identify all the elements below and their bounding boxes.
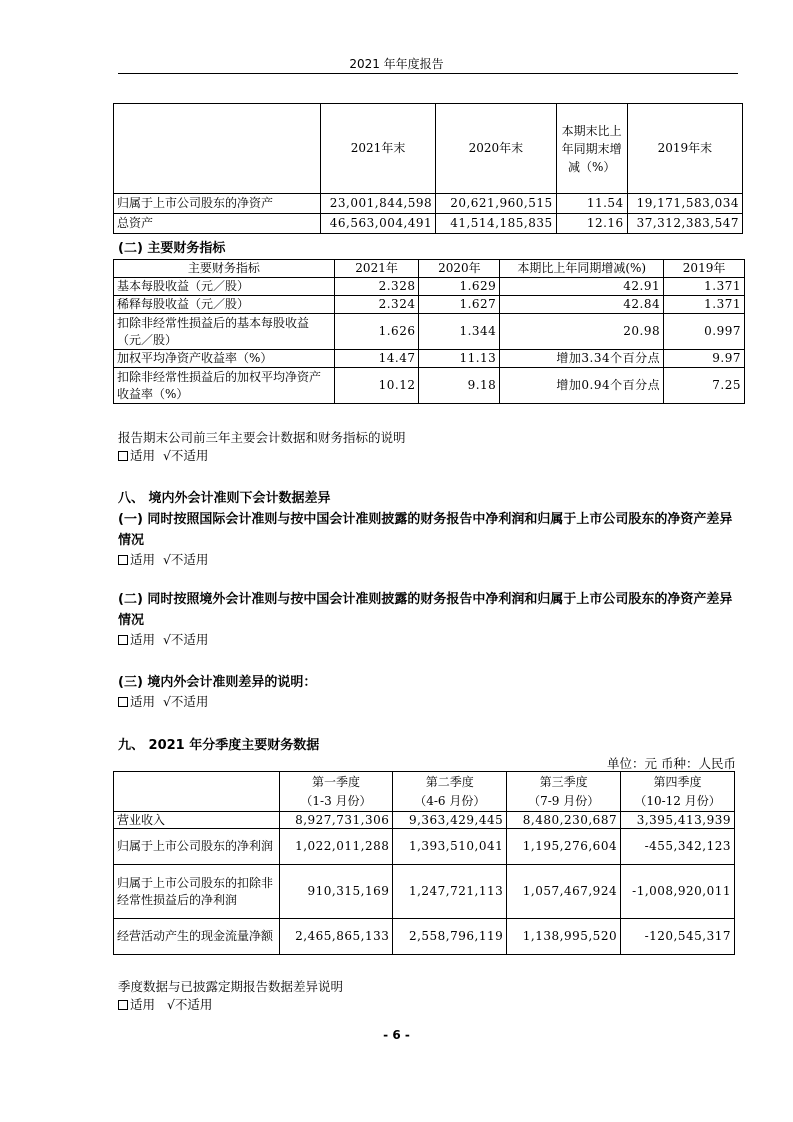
cell-value: 7.25 bbox=[664, 368, 745, 404]
cell-value: 1.627 bbox=[419, 296, 500, 314]
cell-value: 2.324 bbox=[334, 296, 419, 314]
cell-value: 19,171,583,034 bbox=[627, 194, 742, 214]
col-2019: 2019年 bbox=[664, 260, 745, 278]
checkbox-icon bbox=[118, 451, 128, 461]
row-label: 归属于上市公司股东的净利润 bbox=[114, 829, 280, 865]
cell-value: 1.371 bbox=[664, 278, 745, 296]
financial-indicators-table bbox=[113, 259, 745, 404]
cell-value: 增加3.34个百分点 bbox=[500, 350, 664, 368]
section-8-sub2: (二) 同时按照境外会计准则与按中国会计准则披露的财务报告中净利润和归属于上市公司股东的净资产差异情况 bbox=[118, 592, 733, 628]
cell-value: 1,195,276,604 bbox=[507, 829, 621, 865]
cell-value: -1,008,920,011 bbox=[621, 865, 735, 919]
col-2021: 2021年 bbox=[334, 260, 419, 278]
cell-value: 8,927,731,306 bbox=[279, 812, 393, 829]
row-label: 扣除非经常性损益后的基本每股收益（元／股） bbox=[114, 314, 335, 350]
cell-value: 42.84 bbox=[500, 296, 664, 314]
section-8-title: 八、 境内外会计准则下会计数据差异 bbox=[118, 491, 331, 506]
row-label: 扣除非经常性损益后的加权平均净资产收益率（%） bbox=[114, 368, 335, 404]
row-label: 经营活动产生的现金流量净额 bbox=[114, 919, 280, 955]
cell-value: 2,558,796,119 bbox=[393, 919, 507, 955]
choice-line: 适用 √不适用 bbox=[118, 995, 212, 1013]
cell-value: 11.13 bbox=[419, 350, 500, 368]
cell-value: 41,514,185,835 bbox=[436, 214, 556, 234]
checkbox-icon bbox=[118, 635, 128, 645]
cell-value: 增加0.94个百分点 bbox=[500, 368, 664, 404]
row-label: 基本每股收益（元／股） bbox=[114, 278, 335, 296]
cell-value: 1,393,510,041 bbox=[393, 829, 507, 865]
choice-line: 适用 √不适用 bbox=[118, 550, 208, 568]
cell-value: 37,312,383,547 bbox=[627, 214, 742, 234]
unit-label: 单位：元 币种：人民币 bbox=[607, 756, 736, 771]
section-8-sub1: (一) 同时按照国际会计准则与按中国会计准则披露的财务报告中净利润和归属于上市公司股东的净资产差异情况 bbox=[118, 512, 733, 548]
report-header: 2021 年年度报告 bbox=[349, 57, 444, 71]
cell-value: 10.12 bbox=[334, 368, 419, 404]
col-indicator: 主要财务指标 bbox=[114, 260, 335, 278]
cell-value: 9,363,429,445 bbox=[393, 812, 507, 829]
cell-value: 1,057,467,924 bbox=[507, 865, 621, 919]
cell-value: 8,480,230,687 bbox=[507, 812, 621, 829]
cell-value: 1,022,011,288 bbox=[279, 829, 393, 865]
col-2021-end: 2021年末 bbox=[320, 104, 435, 194]
row-label: 总资产 bbox=[114, 214, 321, 234]
checkbox-icon bbox=[118, 555, 128, 565]
cell-value: 1,247,721,113 bbox=[393, 865, 507, 919]
checkbox-icon bbox=[118, 697, 128, 707]
page-number: - 6 - bbox=[383, 1028, 410, 1042]
section-9-title: 九、 2021 年分季度主要财务数据 bbox=[118, 738, 320, 753]
net-assets-table bbox=[113, 103, 743, 234]
cell-value: 46,563,004,491 bbox=[320, 214, 435, 234]
cell-value: 0.997 bbox=[664, 314, 745, 350]
cell-value: 9.97 bbox=[664, 350, 745, 368]
row-label: 营业收入 bbox=[114, 812, 280, 829]
cell-value: 20.98 bbox=[500, 314, 664, 350]
col-q1: 第一季度 （1-3 月份） bbox=[279, 772, 393, 812]
col-change: 本期比上年同期增减(%) bbox=[500, 260, 664, 278]
col-2020: 2020年 bbox=[419, 260, 500, 278]
row-label: 归属于上市公司股东的净资产 bbox=[114, 194, 321, 214]
col-2019-end: 2019年末 bbox=[627, 104, 742, 194]
header-divider bbox=[118, 73, 738, 74]
indicators-note: 报告期末公司前三年主要会计数据和财务指标的说明 bbox=[118, 430, 406, 445]
cell-value: -455,342,123 bbox=[621, 829, 735, 865]
choice-line: 适用 √不适用 bbox=[118, 692, 208, 710]
row-label: 稀释每股收益（元／股） bbox=[114, 296, 335, 314]
cell-value: 910,315,169 bbox=[279, 865, 393, 919]
col-q4: 第四季度 （10-12 月份） bbox=[621, 772, 735, 812]
choice-line: 适用 √不适用 bbox=[118, 630, 208, 648]
cell-value: 2,465,865,133 bbox=[279, 919, 393, 955]
col-q2: 第二季度 （4-6 月份） bbox=[393, 772, 507, 812]
cell-value: 2.328 bbox=[334, 278, 419, 296]
cell-value: 9.18 bbox=[419, 368, 500, 404]
section-2-title: (二) 主要财务指标 bbox=[118, 241, 226, 256]
row-label: 归属于上市公司股东的扣除非经常性损益后的净利润 bbox=[114, 865, 280, 919]
cell-value: 11.54 bbox=[556, 194, 627, 214]
col-q3: 第三季度 （7-9 月份） bbox=[507, 772, 621, 812]
cell-value: 12.16 bbox=[556, 214, 627, 234]
cell-value: 14.47 bbox=[334, 350, 419, 368]
quarterly-corner bbox=[114, 772, 280, 812]
quarterly-note: 季度数据与已披露定期报告数据差异说明 bbox=[118, 979, 344, 994]
col-change: 本期末比上年同期末增减（%） bbox=[556, 104, 627, 194]
cell-value: 1.629 bbox=[419, 278, 500, 296]
cell-value: 42.91 bbox=[500, 278, 664, 296]
section-8-sub3: (三) 境内外会计准则差异的说明： bbox=[118, 675, 317, 690]
table1-corner bbox=[114, 104, 321, 194]
cell-value: -120,545,317 bbox=[621, 919, 735, 955]
cell-value: 1.626 bbox=[334, 314, 419, 350]
cell-value: 23,001,844,598 bbox=[320, 194, 435, 214]
cell-value: 1.371 bbox=[664, 296, 745, 314]
quarterly-table bbox=[113, 771, 735, 955]
row-label: 加权平均净资产收益率（%） bbox=[114, 350, 335, 368]
cell-value: 3,395,413,939 bbox=[621, 812, 735, 829]
cell-value: 20,621,960,515 bbox=[436, 194, 556, 214]
cell-value: 1,138,995,520 bbox=[507, 919, 621, 955]
choice-line: 适用 √不适用 bbox=[118, 446, 208, 464]
checkbox-icon bbox=[118, 1000, 128, 1010]
cell-value: 1.344 bbox=[419, 314, 500, 350]
col-2020-end: 2020年末 bbox=[436, 104, 556, 194]
